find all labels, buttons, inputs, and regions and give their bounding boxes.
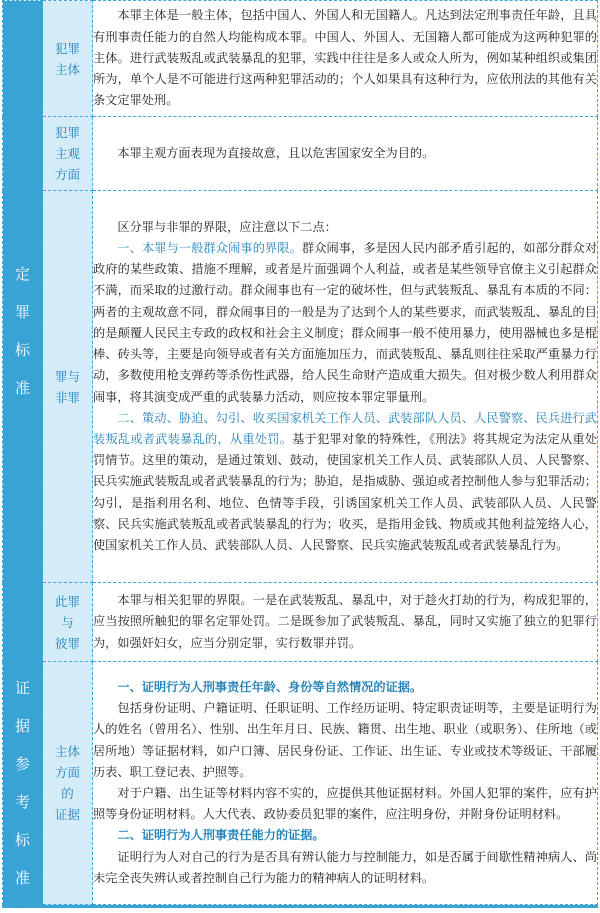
- section-heading: 二、证明行为人刑事责任能力的证据。: [117, 828, 325, 843]
- table-row: [3, 191, 598, 583]
- subcategory-label: 主体: [54, 744, 80, 759]
- content-cell: [93, 191, 598, 583]
- paragraph: [93, 408, 597, 556]
- category-criteria: [3, 1, 43, 662]
- category-char: 准: [14, 379, 30, 397]
- subcategory-crime-or-not: [43, 191, 93, 583]
- point-lead: 一、本罪与一般群众闹事的界限。: [117, 241, 302, 256]
- subcategory-label: 主观: [54, 146, 80, 161]
- subcategory-label: 犯罪: [54, 125, 80, 140]
- subcategory-label: 证据: [54, 807, 80, 822]
- paragraph: 区分罪与非罪的界限，应注意以下二点：: [117, 219, 337, 234]
- subcategory-label: 的: [61, 786, 74, 801]
- category-char: 罪: [14, 303, 30, 321]
- subcategory-label: 与: [61, 614, 74, 630]
- category-char: 定: [14, 265, 30, 283]
- subcategory-subject: [43, 1, 93, 117]
- paragraph: [93, 238, 597, 408]
- category-char: 据: [14, 717, 30, 735]
- subcategory-label: 主体: [54, 61, 80, 77]
- paragraph: 本罪与相关犯罪的界限。一是在武装叛乱、暴乱中，对于趁火打劫的行为，构成犯罪的，应当按照所触犯的罪名定罪处罚。二是既参加了武装叛乱、暴乱，同时又实施了独立的犯罪行为，如强奸妇女，应当分别定罪，实行数罪并罚。: [93, 593, 597, 650]
- subcategory-label: 彼罪: [54, 635, 80, 651]
- content-cell: [93, 583, 598, 662]
- subcategory-subjective: [43, 117, 93, 191]
- paragraph: 本罪主观方面表现为直接故意，且以危害国家安全为目的。: [117, 145, 435, 160]
- category-char: 标: [14, 831, 30, 849]
- category-char: 准: [14, 869, 30, 887]
- table-row: [3, 1, 598, 117]
- paragraph: 本罪主体是一般主体，包括中国人、外国人和无国籍人。凡达到法定刑事责任年龄，且具有刑事责任能力的自然人均能构成本罪。中国人、外国人、无国籍人都可能成为这两种犯罪的主体。进行武装叛乱或武装暴乱的犯罪，实践中往往是多人或众人所为，例如某种组织或集团所为，单个人是不可能进行这两种犯罪活动的；个人如果具有这种行为，应依刑法的其他有关条文定罪处刑。: [93, 8, 597, 108]
- subcategory-label: 方面: [54, 765, 80, 780]
- category-char: 证: [14, 679, 30, 697]
- paragraph: 证明行为人对自己的行为是否具有辨认能力与控制能力，如是否属于间歇性精神病人、尚未完全丧失辨认或者控制自己行为能力的精神病人的证明材料。: [93, 849, 597, 885]
- category-evidence: [3, 662, 43, 905]
- category-char: 考: [14, 793, 30, 811]
- point-lead: 二、策动、胁迫、勾引、收买国家机关工作人员、武装部队人员、人民警察、民兵进行武装叛乱或者武装暴乱的，从重处罚。: [93, 410, 597, 446]
- paragraph: 对于户籍、出生证等材料内容不实的，应提供其他证据材料。外国人犯罪的案件，应有护照等身份证明材料。人大代表、政协委员犯罪的案件，应注明身份，并附身份证明材料。: [93, 786, 597, 822]
- subcategory-label: 犯罪: [54, 40, 80, 56]
- point-text: 群众闹事，多是因人民内部矛盾引起的，如部分群众对政府的某些政策、措施不理解，或者是片面强调个人利益，或者是某些领导官僚主义引起群众不满，而采取的过激行动。群众闹事也有一定的破坏性，但与武装叛乱、暴乱有本质的不同：两者的主观故意不同，群众闹事目的一般是为了达到个人的某些要求，而武装叛乱、暴乱的目的是颠覆人民民主专政的政权和社会主义制度；群众闹事一般不使用暴力，使用器械也多是棍棒、砖头等，主要是向领导或者有关方面施加压力，而武装叛乱、暴乱则往往采取严重暴力行动，多数使用枪支弹药等杀伤性武器，给人民生命财产造成重大损失。但对极少数人利用群众闹事，将其演变成严重的武装暴力活动，则应按本罪定罪量刑。: [93, 241, 598, 404]
- content-cell: [93, 1, 598, 117]
- subcategory-subject-evidence: [43, 662, 93, 905]
- subcategory-label: 此罪: [54, 593, 80, 609]
- point-text: 基于犯罪对象的特殊性，《刑法》将其规定为法定从重处罚情节。这里的策动，是通过策划、鼓动，使国家机关工作人员、武装部队人员、人民警察、民兵实施武装叛乱或者武装暴乱的行为；胁迫，是指威胁、强迫或者控制他人参与犯罪活动；勾引，是指利用名利、地位、色情等手段，引诱国家机关工作人员、武装部队人员、人民警察、民兵实施武装叛乱或者武装暴乱的行为；收买，是指用金钱、物质或其他利益笼络人心，使国家机关工作人员、武装部队人员、人民警察、民兵实施武装叛乱或者武装暴乱行为。: [93, 431, 598, 552]
- subcategory-label: 罪与: [54, 368, 80, 384]
- bottom-divider: [2, 905, 598, 908]
- category-char: 标: [14, 341, 30, 359]
- subcategory-label: 方面: [54, 167, 80, 182]
- content-cell: [93, 662, 598, 905]
- subcategory-label: 非罪: [54, 389, 80, 405]
- section-heading: 一、证明行为人刑事责任年龄、身份等自然情况的证据。: [117, 679, 423, 694]
- paragraph: 包括身份证明、户籍证明、任职证明、工作经历证明、特定职责证明等，主要是证明行为人的姓名（曾用名）、性别、出生年月日、民族、籍贯、出生地、职业（或职务）、住所地（或居所地）等证据材料，如户口簿、居民身份证、工作证、出生证、专业或技术等级证、干部履历表、职工登记表、护照等。: [93, 701, 597, 779]
- table-row: [3, 583, 598, 662]
- table-row: [3, 117, 598, 191]
- content-cell: [93, 117, 598, 191]
- category-char: 参: [14, 755, 30, 773]
- subcategory-this-vs-other: [43, 583, 93, 662]
- table-row: [3, 662, 598, 905]
- criteria-table: [2, 0, 598, 905]
